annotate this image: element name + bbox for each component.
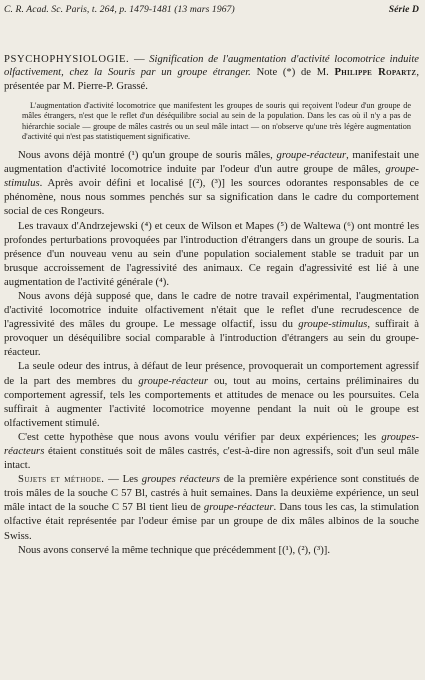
italic-term: groupe-stimulus bbox=[4, 163, 419, 190]
paragraph-1 bbox=[4, 148, 419, 218]
text-run: Nous avons conservé la même technique que précédemment [(¹), (²), (³)]. bbox=[18, 543, 331, 556]
note-title: Signification de l'augmentation d'activité locomotrice induite olfactivement, chez la Souris par un groupe étranger. bbox=[4, 54, 419, 79]
italic-term: groupe-réacteur bbox=[138, 374, 209, 387]
paragraph-4 bbox=[4, 359, 419, 429]
text-run: . Dans tous les cas, la stimulation olfactive était représentée par l'odeur émise par un groupe de dix mâles albinos de la souche Swiss. bbox=[4, 501, 419, 542]
author-name: Philippe Ropartz bbox=[334, 67, 417, 79]
italic-term: groupe-stimulus bbox=[298, 318, 368, 331]
note-prefix: Note (*) de M. bbox=[250, 67, 335, 79]
category-label: PSYCHOPHYSIOLOGIE. bbox=[4, 54, 130, 65]
italic-term: groupe-réacteur bbox=[203, 501, 274, 514]
paragraph-2 bbox=[4, 219, 419, 289]
journal-citation: C. R. Acad. Sc. Paris, t. 264, p. 1479-1481 (13 mars 1967) bbox=[4, 4, 235, 15]
italic-term: groupes réacteurs bbox=[141, 473, 220, 486]
paragraph-3 bbox=[4, 289, 419, 359]
text-run: C'est cette hypothèse que nous avons voulu vérifier par deux expériences; les bbox=[18, 430, 382, 443]
series-label: Série D bbox=[388, 4, 419, 15]
italic-term: groupe-réacteur bbox=[276, 149, 347, 162]
text-run: Nous avons déjà montré (¹) qu'un groupe de souris mâles, bbox=[18, 149, 277, 162]
text-run: — Les bbox=[104, 473, 142, 486]
presented-by: , présentée par M. Pierre-P. Grassé. bbox=[4, 67, 419, 92]
text-run: , suffirait à provoquer un déséquilibre social comparable à l'introduction d'étrangers au sein du groupe-réacteur. bbox=[4, 318, 420, 359]
text-run: étaient constitués soit de mâles castrés, c'est-à-dire non agressifs, soit d'un seul mâle intact. bbox=[4, 445, 419, 472]
text-run: , manifestait une augmentation d'activité locomotrice induite par l'odeur d'un autre groupe de mâles, bbox=[4, 149, 419, 176]
title-dash: — bbox=[129, 54, 150, 65]
text-run: Nous avons déjà supposé que, dans le cadre de notre travail expérimental, l'augmentation d'activité locomotrice induite olfactivement n'était que le reflet d'une recrudescence de l'agressivité des mâles du groupe. Le message olfactif, issu du bbox=[4, 289, 419, 331]
paragraph-7 bbox=[4, 543, 419, 557]
note-title-block bbox=[4, 53, 419, 93]
text-run: . Après avoir défini et localisé [(²), (³)] les sources odorantes responsables de ce phénomène, nous nous sommes penchés sur sa signification dans le cadre du comportement social de ces Rongeurs. bbox=[4, 177, 419, 218]
paragraph-5 bbox=[4, 430, 419, 472]
italic-term: groupes-réacteurs bbox=[4, 430, 419, 457]
text-run: de la première expérience sont constitués de trois mâles de la souche C 57 Bl, castrés à huit semaines. Dans la deuxième expérience, un seul mâle intact de la souche C 57 Bl tient lieu de bbox=[4, 473, 419, 514]
text-run: Les travaux d'Andrzejewski (⁴) et ceux de Wilson et Mapes (⁵) de Waltewa (⁶) ont montré les profondes perturbations provoquées par l'introduction d'étrangers dans un groupe de souris. La présence d'un nouveau venu au sein d'une population socialement stable se traduit par un brusque accroissement de l'agressivité des animaux. Ce regain d'agressivité est lié à une augmentation de l'activité générale (⁴). bbox=[4, 219, 419, 288]
page-header bbox=[4, 4, 419, 16]
text-run: La seule odeur des intrus, à défaut de leur présence, provoquerait un comportement agressif de la part des membres du bbox=[4, 360, 419, 387]
paragraph-6 bbox=[4, 472, 419, 542]
abstract: L'augmentation d'activité locomotrice que manifestent les groupes de souris qui reçoivent l'odeur d'un groupe de mâles étrangers, n'est que le reflet d'un déséquilibre social au sein de la population. Dans les cas où il n'y a pas de hiérarchie sociale — groupe de mâles castrés ou un seul mâle intact — on n'observe qu'une très légère augmentation d'activité qui n'est pas statistiquement significative. bbox=[22, 101, 411, 141]
section-heading: Sujets et méthode. bbox=[18, 473, 105, 486]
body-text bbox=[4, 148, 419, 557]
text-run: ou, tout au moins, certains préliminaires du comportement agressif, tels les comportements et attitudes de menace ou les poursuites. Cela suffirait à augmenter l'activité locomotrice moyenne pendant la nuit où le groupe est olfactivement stimulé. bbox=[4, 374, 419, 429]
